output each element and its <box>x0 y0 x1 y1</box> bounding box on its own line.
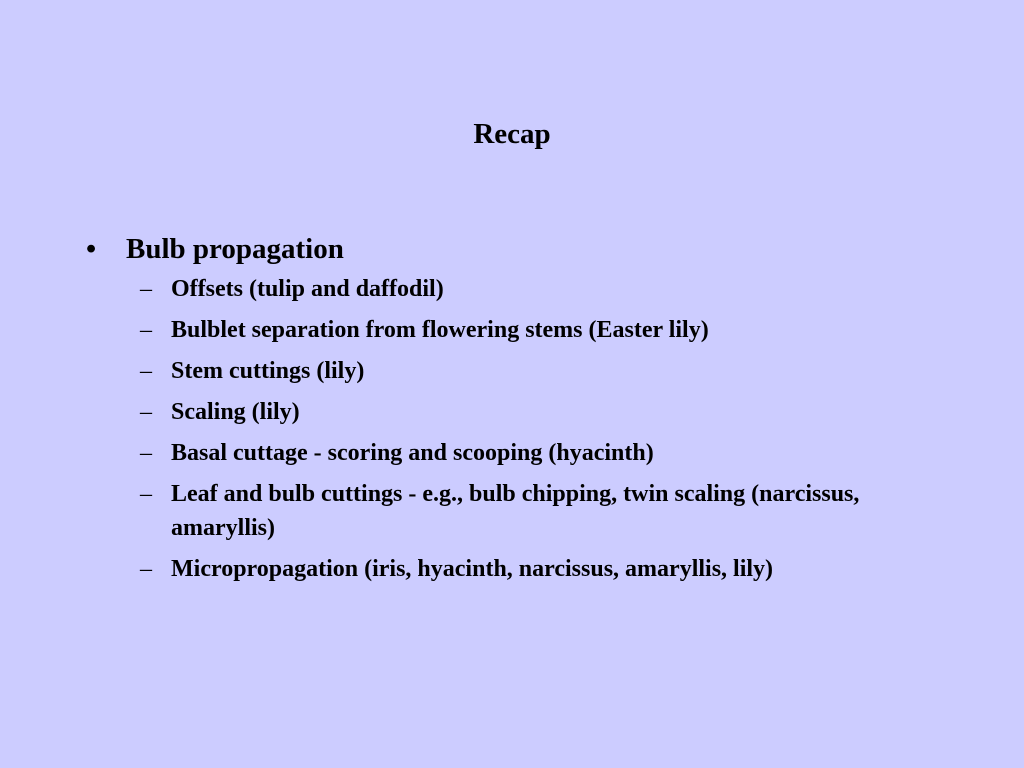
bullet-item <box>0 228 1024 586</box>
sub-list-item <box>126 436 891 470</box>
bullet-text: Bulb propagation <box>126 233 344 265</box>
sub-list-item <box>126 272 891 306</box>
sub-item-text: Micropropagation (iris, hyacinth, narcissus, amaryllis, lily) <box>171 556 774 582</box>
sub-item-text: Offsets (tulip and daffodil) <box>171 276 444 302</box>
bullet-marker: • <box>86 233 97 265</box>
sub-item-text: Basal cuttage - scoring and scooping (hyacinth) <box>171 440 654 466</box>
slide-title: Recap <box>473 118 551 150</box>
sub-list-item <box>126 395 891 429</box>
dash-marker: – <box>140 399 152 425</box>
dash-marker: – <box>140 276 152 302</box>
dash-marker: – <box>140 440 152 466</box>
sub-item-text: Stem cuttings (lily) <box>171 358 365 384</box>
dash-marker: – <box>140 317 152 343</box>
dash-marker: – <box>140 556 152 582</box>
sub-list-item <box>126 354 891 388</box>
bullet-list <box>0 228 1024 593</box>
sub-list-item <box>126 552 891 586</box>
dash-marker: – <box>140 481 152 507</box>
sub-list <box>126 272 1024 586</box>
sub-item-text: Leaf and bulb cuttings - e.g., bulb chipping, twin scaling (narcissus, amaryllis) <box>171 481 860 541</box>
sub-item-text: Bulblet separation from flowering stems (Easter lily) <box>171 317 709 343</box>
dash-marker: – <box>140 358 152 384</box>
sub-list-item <box>126 313 891 347</box>
sub-item-text: Scaling (lily) <box>171 399 300 425</box>
sub-list-item <box>126 477 891 545</box>
